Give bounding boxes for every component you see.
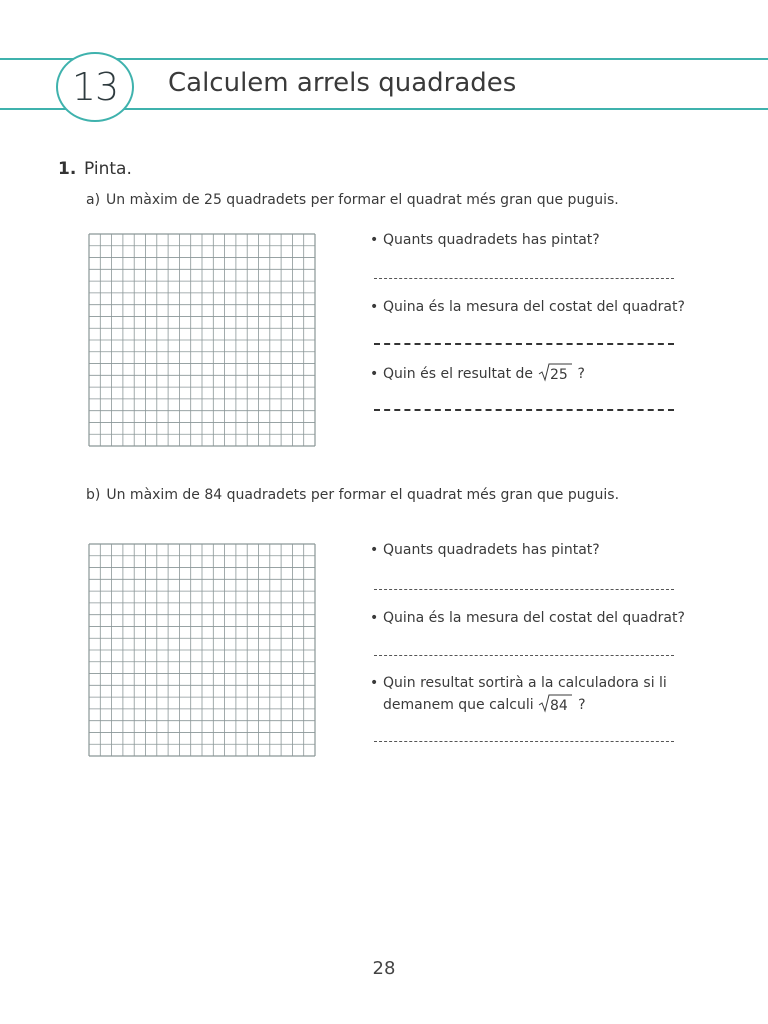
chapter-title: Calculem arrels quadrades bbox=[168, 68, 517, 98]
radicand-b: 84 bbox=[550, 698, 568, 713]
square-root-icon bbox=[538, 693, 578, 713]
question-a1-text: Quants quadradets has pintat? bbox=[383, 232, 600, 248]
bullet-icon: • bbox=[370, 675, 379, 691]
bullet-icon: • bbox=[370, 299, 379, 315]
bullet-icon: • bbox=[370, 232, 379, 248]
part-b-statement bbox=[86, 487, 619, 503]
chapter-number: 13 bbox=[71, 65, 119, 109]
question-a2-text: Quina és la mesura del costat del quadrat? bbox=[383, 299, 685, 315]
answer-line-b1[interactable] bbox=[374, 589, 674, 590]
part-b-letter: b) bbox=[86, 487, 101, 503]
radicand-a: 25 bbox=[549, 367, 568, 382]
question-b1 bbox=[370, 540, 700, 560]
squared-grid-b[interactable] bbox=[88, 543, 316, 757]
exercise-instruction: Pinta. bbox=[84, 159, 132, 179]
square-root-icon bbox=[538, 362, 578, 382]
part-a-statement bbox=[86, 192, 619, 208]
question-a3-text: Quin és el resultat de bbox=[383, 366, 534, 382]
question-a3-suffix: ? bbox=[577, 366, 585, 382]
bullet-icon: • bbox=[370, 542, 379, 558]
answer-line-a2[interactable] bbox=[374, 343, 674, 345]
bullet-icon: • bbox=[370, 610, 379, 626]
part-a-letter: a) bbox=[86, 192, 101, 208]
part-a-text: Un màxim de 25 quadradets per formar el quadrat més gran que puguis. bbox=[106, 192, 619, 208]
question-b3 bbox=[370, 673, 700, 715]
answer-line-b3[interactable] bbox=[374, 741, 674, 742]
question-b3-line2: demanem que calculi bbox=[383, 697, 534, 713]
question-b1-text: Quants quadradets has pintat? bbox=[383, 542, 600, 558]
chapter-number-badge bbox=[56, 52, 134, 122]
question-a3 bbox=[370, 362, 700, 384]
part-b-text: Un màxim de 84 quadradets per formar el quadrat més gran que puguis. bbox=[106, 487, 620, 503]
question-a2 bbox=[370, 297, 700, 317]
question-b2 bbox=[370, 608, 700, 628]
answer-line-a3[interactable] bbox=[374, 409, 674, 411]
question-b3-suffix: ? bbox=[578, 697, 586, 713]
question-b2-text: Quina és la mesura del costat del quadrat? bbox=[383, 610, 685, 626]
question-b3-line1: Quin resultat sortirà a la calculadora si li bbox=[383, 675, 667, 691]
answer-line-b2[interactable] bbox=[374, 655, 674, 656]
page-number: 28 bbox=[372, 958, 396, 979]
question-a1 bbox=[370, 230, 700, 250]
answer-line-a1[interactable] bbox=[374, 278, 674, 279]
exercise-number: 1. bbox=[58, 159, 77, 179]
squared-grid-a[interactable] bbox=[88, 233, 316, 447]
bullet-icon: • bbox=[370, 366, 379, 382]
